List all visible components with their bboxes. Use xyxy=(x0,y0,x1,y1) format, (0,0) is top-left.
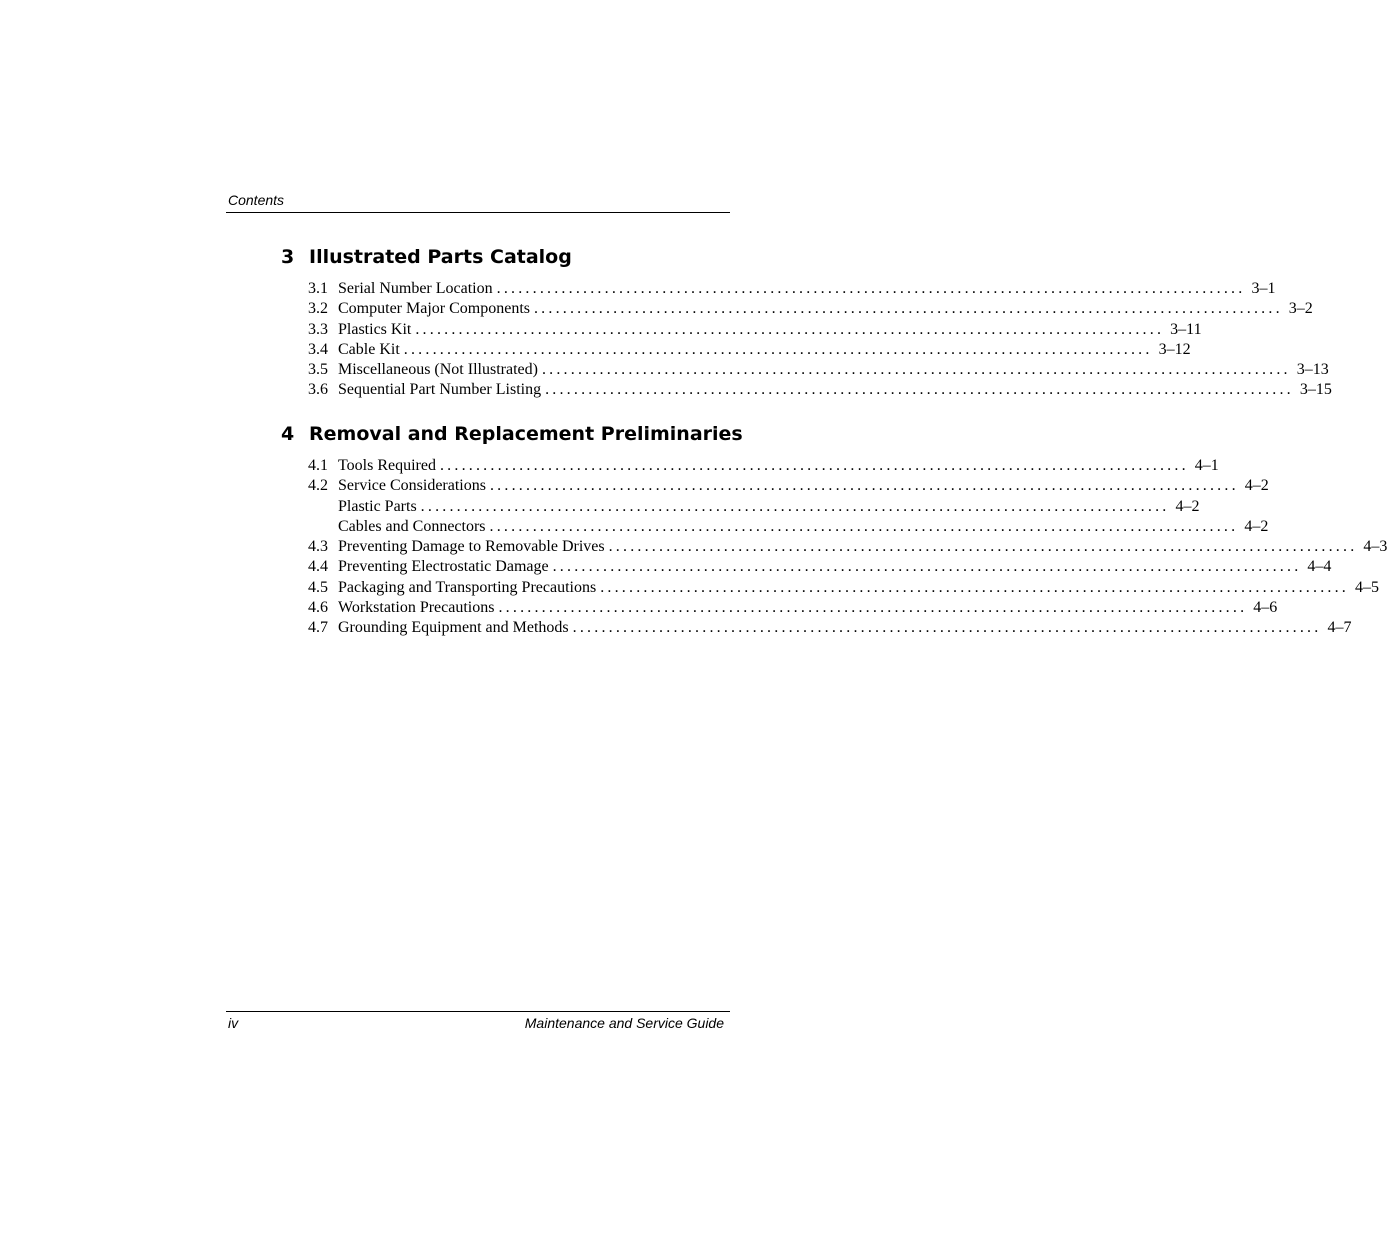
dot-leader: ........................................................................................................ xyxy=(572,619,1322,637)
chapter-title: Illustrated Parts Catalog xyxy=(309,246,572,268)
page-number: 4–6 xyxy=(1253,599,1278,617)
entry-title: Plastic Parts xyxy=(338,497,421,517)
dot-leader: ........................................................................................................ xyxy=(498,599,1248,617)
entry-title: Computer Major Components xyxy=(338,299,534,319)
section-number: 3.1 xyxy=(308,280,328,297)
toc-subentry[interactable] xyxy=(281,497,1200,517)
section-number: 4.6 xyxy=(308,599,328,617)
toc-entry[interactable] xyxy=(281,578,1380,598)
page-number: 3–2 xyxy=(1288,300,1313,318)
entry-title: Miscellaneous (Not Illustrated) xyxy=(338,360,542,380)
section-number: 4.2 xyxy=(308,477,328,495)
entry-title: Tools Required xyxy=(338,456,440,476)
dot-leader: ........................................................................................................ xyxy=(533,300,1283,318)
page-number: 4–4 xyxy=(1307,558,1332,576)
page-number: 4–2 xyxy=(1175,497,1200,515)
entry-title: Packaging and Transporting Precautions xyxy=(338,578,600,598)
running-header xyxy=(226,190,730,213)
toc-entry[interactable] xyxy=(281,340,1191,360)
chapter-3-section xyxy=(281,245,1332,401)
chapter-number: 3 xyxy=(281,246,295,268)
section-number: 3.4 xyxy=(308,340,328,358)
page-number: 4–3 xyxy=(1363,538,1387,556)
dot-leader: ........................................................................................................ xyxy=(608,538,1358,556)
running-footer xyxy=(226,1011,730,1036)
toc-entry[interactable] xyxy=(281,456,1219,476)
section-number: 4.1 xyxy=(308,457,328,474)
page-number: 4–7 xyxy=(1327,619,1352,637)
entry-title: Cable Kit xyxy=(338,340,404,360)
section-number: 3.6 xyxy=(308,381,328,399)
section-number: 4.4 xyxy=(308,558,328,576)
page-number: 3–1 xyxy=(1251,280,1276,297)
guide-title: Maintenance and Service Guide xyxy=(524,1015,724,1031)
entry-title: Workstation Precautions xyxy=(338,598,498,618)
page-number: 4–1 xyxy=(1194,457,1219,474)
dot-leader: ........................................................................................................ xyxy=(552,558,1302,576)
entry-title: Serial Number Location xyxy=(338,279,497,299)
toc-entry[interactable] xyxy=(281,279,1276,299)
page-number: 4–2 xyxy=(1244,517,1269,535)
dot-leader: ........................................................................................................ xyxy=(403,340,1153,358)
entry-title: Plastics Kit xyxy=(338,320,415,340)
chapter-heading xyxy=(281,422,743,446)
toc-entry[interactable] xyxy=(281,598,1278,618)
entry-title: Preventing Electrostatic Damage xyxy=(338,557,553,577)
dot-leader: ........................................................................................................ xyxy=(541,361,1291,379)
section-number: 3.3 xyxy=(308,320,328,338)
chapter-4-section xyxy=(281,422,1387,639)
page-number: 4–2 xyxy=(1244,477,1269,495)
page-number: 3–15 xyxy=(1299,381,1332,399)
entry-title: Service Considerations xyxy=(338,476,490,496)
toc-entry[interactable] xyxy=(281,537,1387,557)
page-number: 4–5 xyxy=(1355,578,1380,596)
section-number: 4.3 xyxy=(308,538,328,556)
toc-subentry[interactable] xyxy=(281,517,1269,537)
section-number: 3.2 xyxy=(308,300,328,318)
chapter-heading xyxy=(281,245,730,269)
section-number: 3.5 xyxy=(308,361,328,379)
dot-leader: ........................................................................................................ xyxy=(439,457,1189,474)
dot-leader: ........................................................................................................ xyxy=(489,517,1239,535)
page-folio: iv xyxy=(228,1015,239,1031)
dot-leader: ........................................................................................................ xyxy=(415,320,1165,338)
chapter-number: 4 xyxy=(281,423,295,445)
dot-leader: ........................................................................................................ xyxy=(420,497,1170,515)
toc-entry[interactable] xyxy=(281,360,1329,380)
page-number: 3–12 xyxy=(1158,340,1191,358)
section-number: 4.5 xyxy=(308,578,328,596)
dot-leader: ........................................................................................................ xyxy=(489,477,1239,495)
chapter-title: Removal and Replacement Preliminaries xyxy=(309,423,743,445)
toc-entry[interactable] xyxy=(281,476,1269,496)
page-number: 3–13 xyxy=(1296,361,1329,379)
header-section-label: Contents xyxy=(228,192,285,208)
page-number: 3–11 xyxy=(1170,320,1202,338)
toc-entry[interactable] xyxy=(281,320,1202,340)
toc-entry-list xyxy=(281,456,1387,639)
entry-title: Cables and Connectors xyxy=(338,517,490,537)
entry-title: Sequential Part Number Listing xyxy=(338,380,545,400)
toc-entry[interactable] xyxy=(281,557,1332,577)
entry-title: Preventing Damage to Removable Drives xyxy=(338,537,609,557)
toc-entry[interactable] xyxy=(281,618,1352,638)
toc-entry-list xyxy=(281,279,1332,401)
dot-leader: ........................................................................................................ xyxy=(545,381,1294,399)
dot-leader: ........................................................................................................ xyxy=(600,578,1350,596)
toc-entry[interactable] xyxy=(281,299,1313,319)
entry-title: Grounding Equipment and Methods xyxy=(338,618,573,638)
toc-entry[interactable] xyxy=(281,380,1332,400)
section-number: 4.7 xyxy=(308,619,328,637)
dot-leader: ........................................................................................................ xyxy=(496,280,1246,297)
